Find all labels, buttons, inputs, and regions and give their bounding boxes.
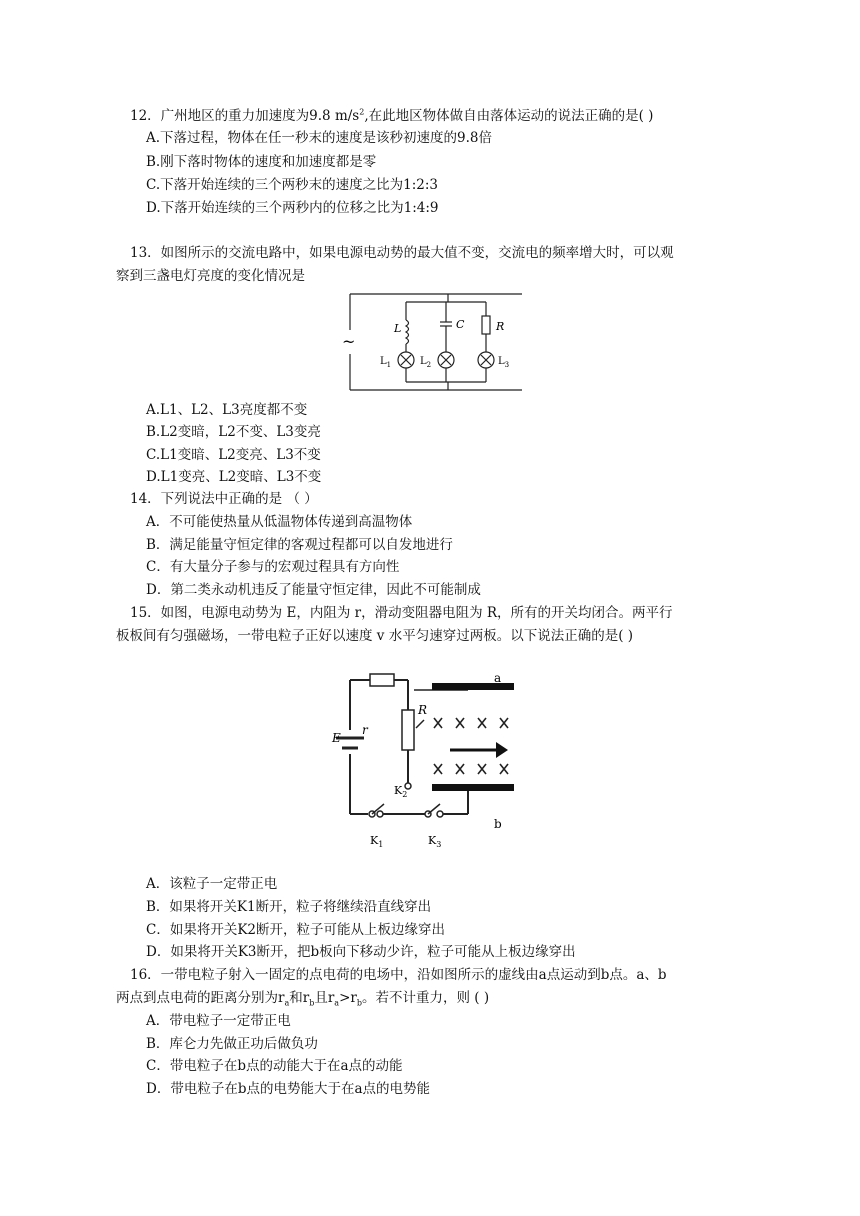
q14-option-a: A．不可能使热量从低温物体传递到高温物体 bbox=[146, 514, 413, 530]
q13-stem-line1: 13．如图所示的交流电路中，如果电源电动势的最大值不变，交流电的频率增大时，可以观 bbox=[130, 245, 674, 261]
switch-k2-label: $K_2$ bbox=[394, 784, 408, 799]
capacitor-label: C bbox=[456, 318, 465, 331]
ac-source-symbol: ~ bbox=[342, 332, 356, 351]
q16-option-c: C．带电粒子在b点的动能大于在a点的动能 bbox=[146, 1058, 403, 1074]
lamp-l2-label: $L_2$ bbox=[420, 356, 432, 369]
q16-option-a: A．带电粒子一定带正电 bbox=[146, 1013, 291, 1029]
q14-option-b: B．满足能量守恒定律的客观过程都可以自发地进行 bbox=[146, 537, 453, 553]
q15-stem-line1: 15．如图，电源电动势为 E，内阻为 r，滑动变阻器电阻为 R，所有的开关均闭合。两平行 bbox=[130, 605, 673, 621]
q12-option-b: B.刚下落时物体的速度和加速度都是零 bbox=[146, 154, 377, 170]
resistor-label: R bbox=[496, 320, 505, 333]
switch-k3-label: $K_3$ bbox=[428, 834, 442, 849]
q15-stem-line2: 板板间有匀强磁场，一带电粒子正好以速度 v 水平匀速穿过两板。以下说法正确的是( ) bbox=[116, 628, 634, 644]
switch-k2-contact bbox=[405, 783, 411, 789]
emf-label: E bbox=[332, 731, 341, 745]
q15-option-a: A．该粒子一定带正电 bbox=[146, 876, 278, 892]
q15-option-b: B．如果将开关K1断开，粒子将继续沿直线穿出 bbox=[146, 899, 432, 915]
switch-k1-contact-right bbox=[377, 811, 383, 817]
q13-option-b: B.L2变暗，L2不变、L3变亮 bbox=[146, 424, 321, 440]
q16-stem-line2: 两点到点电荷的距离分别为$r_a$和$r_b$且$r_a>r_b$。若不计重力，则 ( ) bbox=[116, 990, 490, 1008]
plate-b bbox=[432, 784, 514, 791]
q15-option-d: D．如果将开关K3断开，把b板向下移动少许，粒子可能从上板边缘穿出 bbox=[146, 944, 576, 960]
velocity-selector-circuit-diagram bbox=[328, 668, 528, 856]
internal-resistance-label: r bbox=[362, 723, 368, 737]
plate-a bbox=[432, 683, 514, 690]
q13-option-a: A.L1、L2、L3亮度都不变 bbox=[146, 402, 308, 418]
ac-circuit-diagram bbox=[338, 290, 528, 394]
rheostat-label: R bbox=[418, 703, 428, 717]
q14-option-d: D．第二类永动机违反了能量守恒定律，因此不可能制成 bbox=[146, 582, 481, 598]
q12-option-d: D.下落开始连续的三个两秒内的位移之比为1:4:9 bbox=[146, 200, 439, 216]
q15-option-c: C．如果将开关K2断开，粒子可能从上板边缘穿出 bbox=[146, 922, 446, 938]
plate-b-label: b bbox=[494, 817, 502, 831]
switch-k3-contact-right bbox=[437, 811, 443, 817]
q16-option-b: B．库仑力先做正功后做负功 bbox=[146, 1036, 318, 1052]
q12-stem-sup: 2 bbox=[359, 107, 365, 117]
q12-stem-text-b: ,在此地区物体做自由落体运动的说法正确的是( ) bbox=[364, 108, 654, 124]
switch-k1-label: $K_1$ bbox=[370, 834, 384, 849]
lamp-l3-label: $L_3$ bbox=[498, 356, 510, 369]
q13-stem-line2: 察到三盏电灯亮度的变化情况是 bbox=[116, 268, 305, 284]
q13-option-c: C.L1变暗、L2变亮、L3不变 bbox=[146, 447, 321, 463]
q12-stem bbox=[130, 106, 653, 126]
q14-stem: 14．下列说法中正确的是 （ ） bbox=[130, 491, 318, 507]
velocity-arrow-head bbox=[496, 742, 508, 758]
q12-stem-text-a: 12．广州地区的重力加速度为9.8 m/s bbox=[130, 108, 360, 124]
q14-option-c: C．有大量分子参与的宏观过程具有方向性 bbox=[146, 559, 400, 575]
q12-option-a: A.下落过程，物体在任一秒末的速度是该秒初速度的9.8倍 bbox=[146, 130, 493, 146]
plate-a-label: a bbox=[494, 671, 502, 685]
q16-stem-line1: 16．一带电粒子射入一固定的点电荷的电场中，沿如图所示的虚线由a点运动到b点。a、b bbox=[130, 967, 667, 983]
q16-option-d: D．带电粒子在b点的电势能大于在a点的电势能 bbox=[146, 1081, 431, 1097]
inductor-label: L bbox=[394, 322, 402, 335]
lamp-l1-label: $L_1$ bbox=[380, 356, 392, 369]
q12-option-c: C.下落开始连续的三个两秒末的速度之比为1:2:3 bbox=[146, 177, 439, 193]
q13-option-d: D.L1变亮、L2变暗、L3不变 bbox=[146, 469, 322, 485]
